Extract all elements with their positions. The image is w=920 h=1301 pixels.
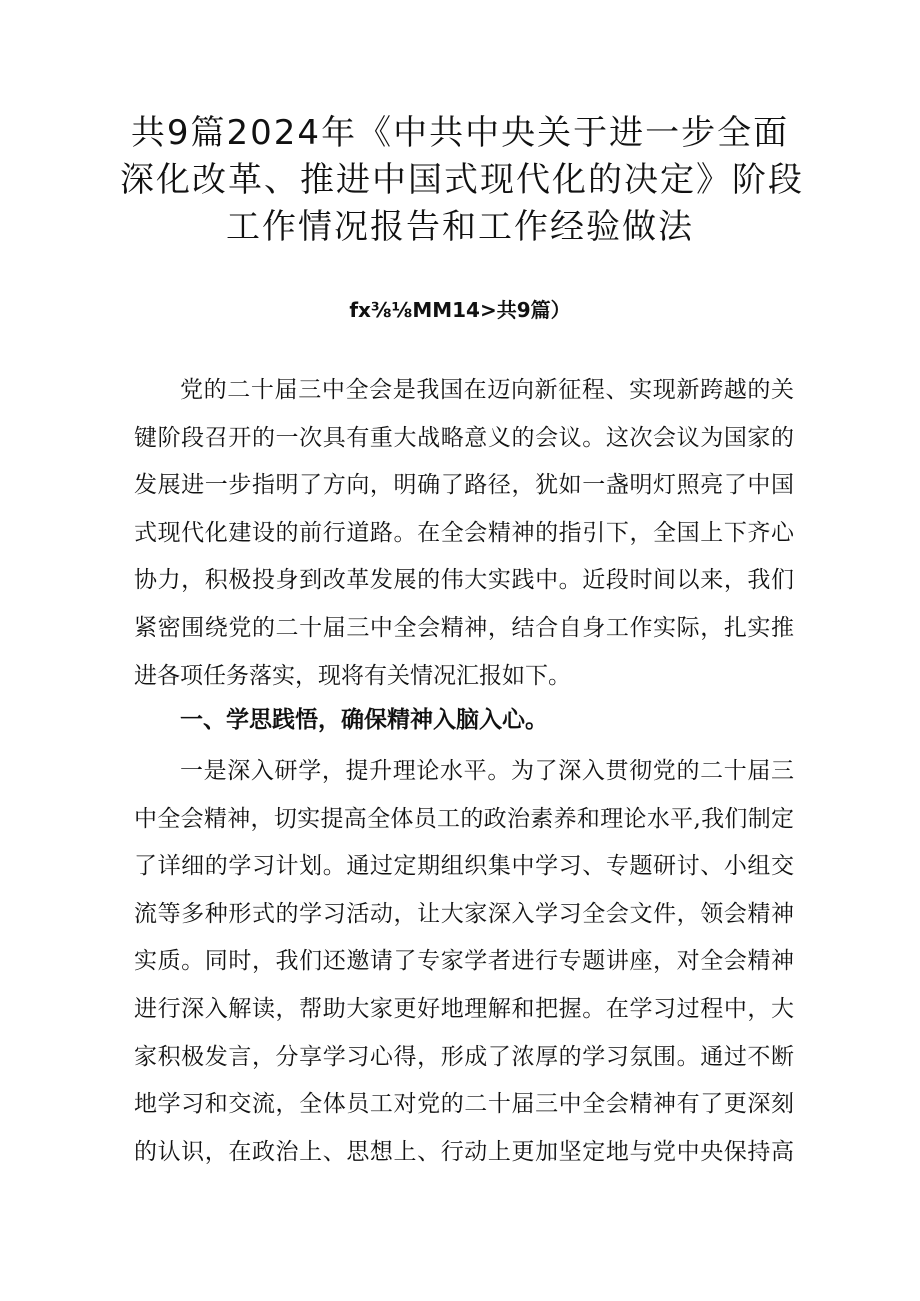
title-line-2: 深化改革、推进中国式现代化的决定》阶段	[120, 160, 804, 200]
paragraph-line: 实质。同时，我们还邀请了专家学者进行专题讲座，对全会精神	[134, 948, 794, 975]
paragraph-line: 进各项任务落实，现将有关情况汇报如下。	[134, 662, 571, 689]
paragraph-line: 紧密围绕党的二十届三中全会精神，结合自身工作实际，扎实推	[134, 614, 794, 641]
paragraph-line: 进行深入解读，帮助大家更好地理解和把握。在学习过程中，大	[134, 995, 794, 1022]
paragraph-line: 一是深入研学，提升理论水平。为了深入贯彻党的二十届三	[180, 758, 794, 784]
paragraph-line: 中全会精神，切实提高全体员工的政治素养和理论水平,我们制定	[134, 805, 794, 832]
title-line-1: 共9篇2024年《中共中央关于进一步全面	[130, 113, 790, 153]
paragraph-line: 式现代化建设的前行道路。在全会精神的指引下，全国上下齐心	[134, 519, 794, 546]
document-title	[120, 110, 804, 251]
paragraph-line: 家积极发言，分享学习心得，形成了浓厚的学习氛围。通过不断	[134, 1043, 794, 1070]
paragraph-line: 党的二十届三中全会是我国在迈向新征程、实现新跨越的关	[180, 377, 794, 403]
paragraph-line: 发展进一步指明了方向，明确了路径，犹如一盏明灯照亮了中国	[134, 472, 794, 499]
paragraph-line: 协力，积极投身到改革发展的伟大实践中。近段时间以来，我们	[134, 567, 794, 594]
paragraph-line: 流等多种形式的学习活动，让大家深入学习全会文件，领会精神	[134, 900, 794, 927]
paragraph-line: 键阶段召开的一次具有重大战略意义的会议。这次会议为国家的	[134, 424, 794, 451]
section1-paragraph	[134, 748, 794, 1176]
section-heading: 一、学思践悟，确保精神入脑入心。	[180, 707, 548, 733]
intro-paragraph	[134, 367, 794, 700]
paragraph-line: 地学习和交流，全体员工对党的二十届三中全会精神有了更深刻	[134, 1091, 794, 1118]
paragraph-line: 的认识，在政治上、思想上、行动上更加坚定地与党中央保持高	[134, 1138, 794, 1165]
document-subtitle: fx⅜⅛MM14>共9篇）	[349, 298, 571, 322]
paragraph-line: 了详细的学习计划。通过定期组织集中学习、专题研讨、小组交	[134, 853, 794, 880]
title-line-3: 工作情况报告和工作经验做法	[226, 207, 694, 247]
